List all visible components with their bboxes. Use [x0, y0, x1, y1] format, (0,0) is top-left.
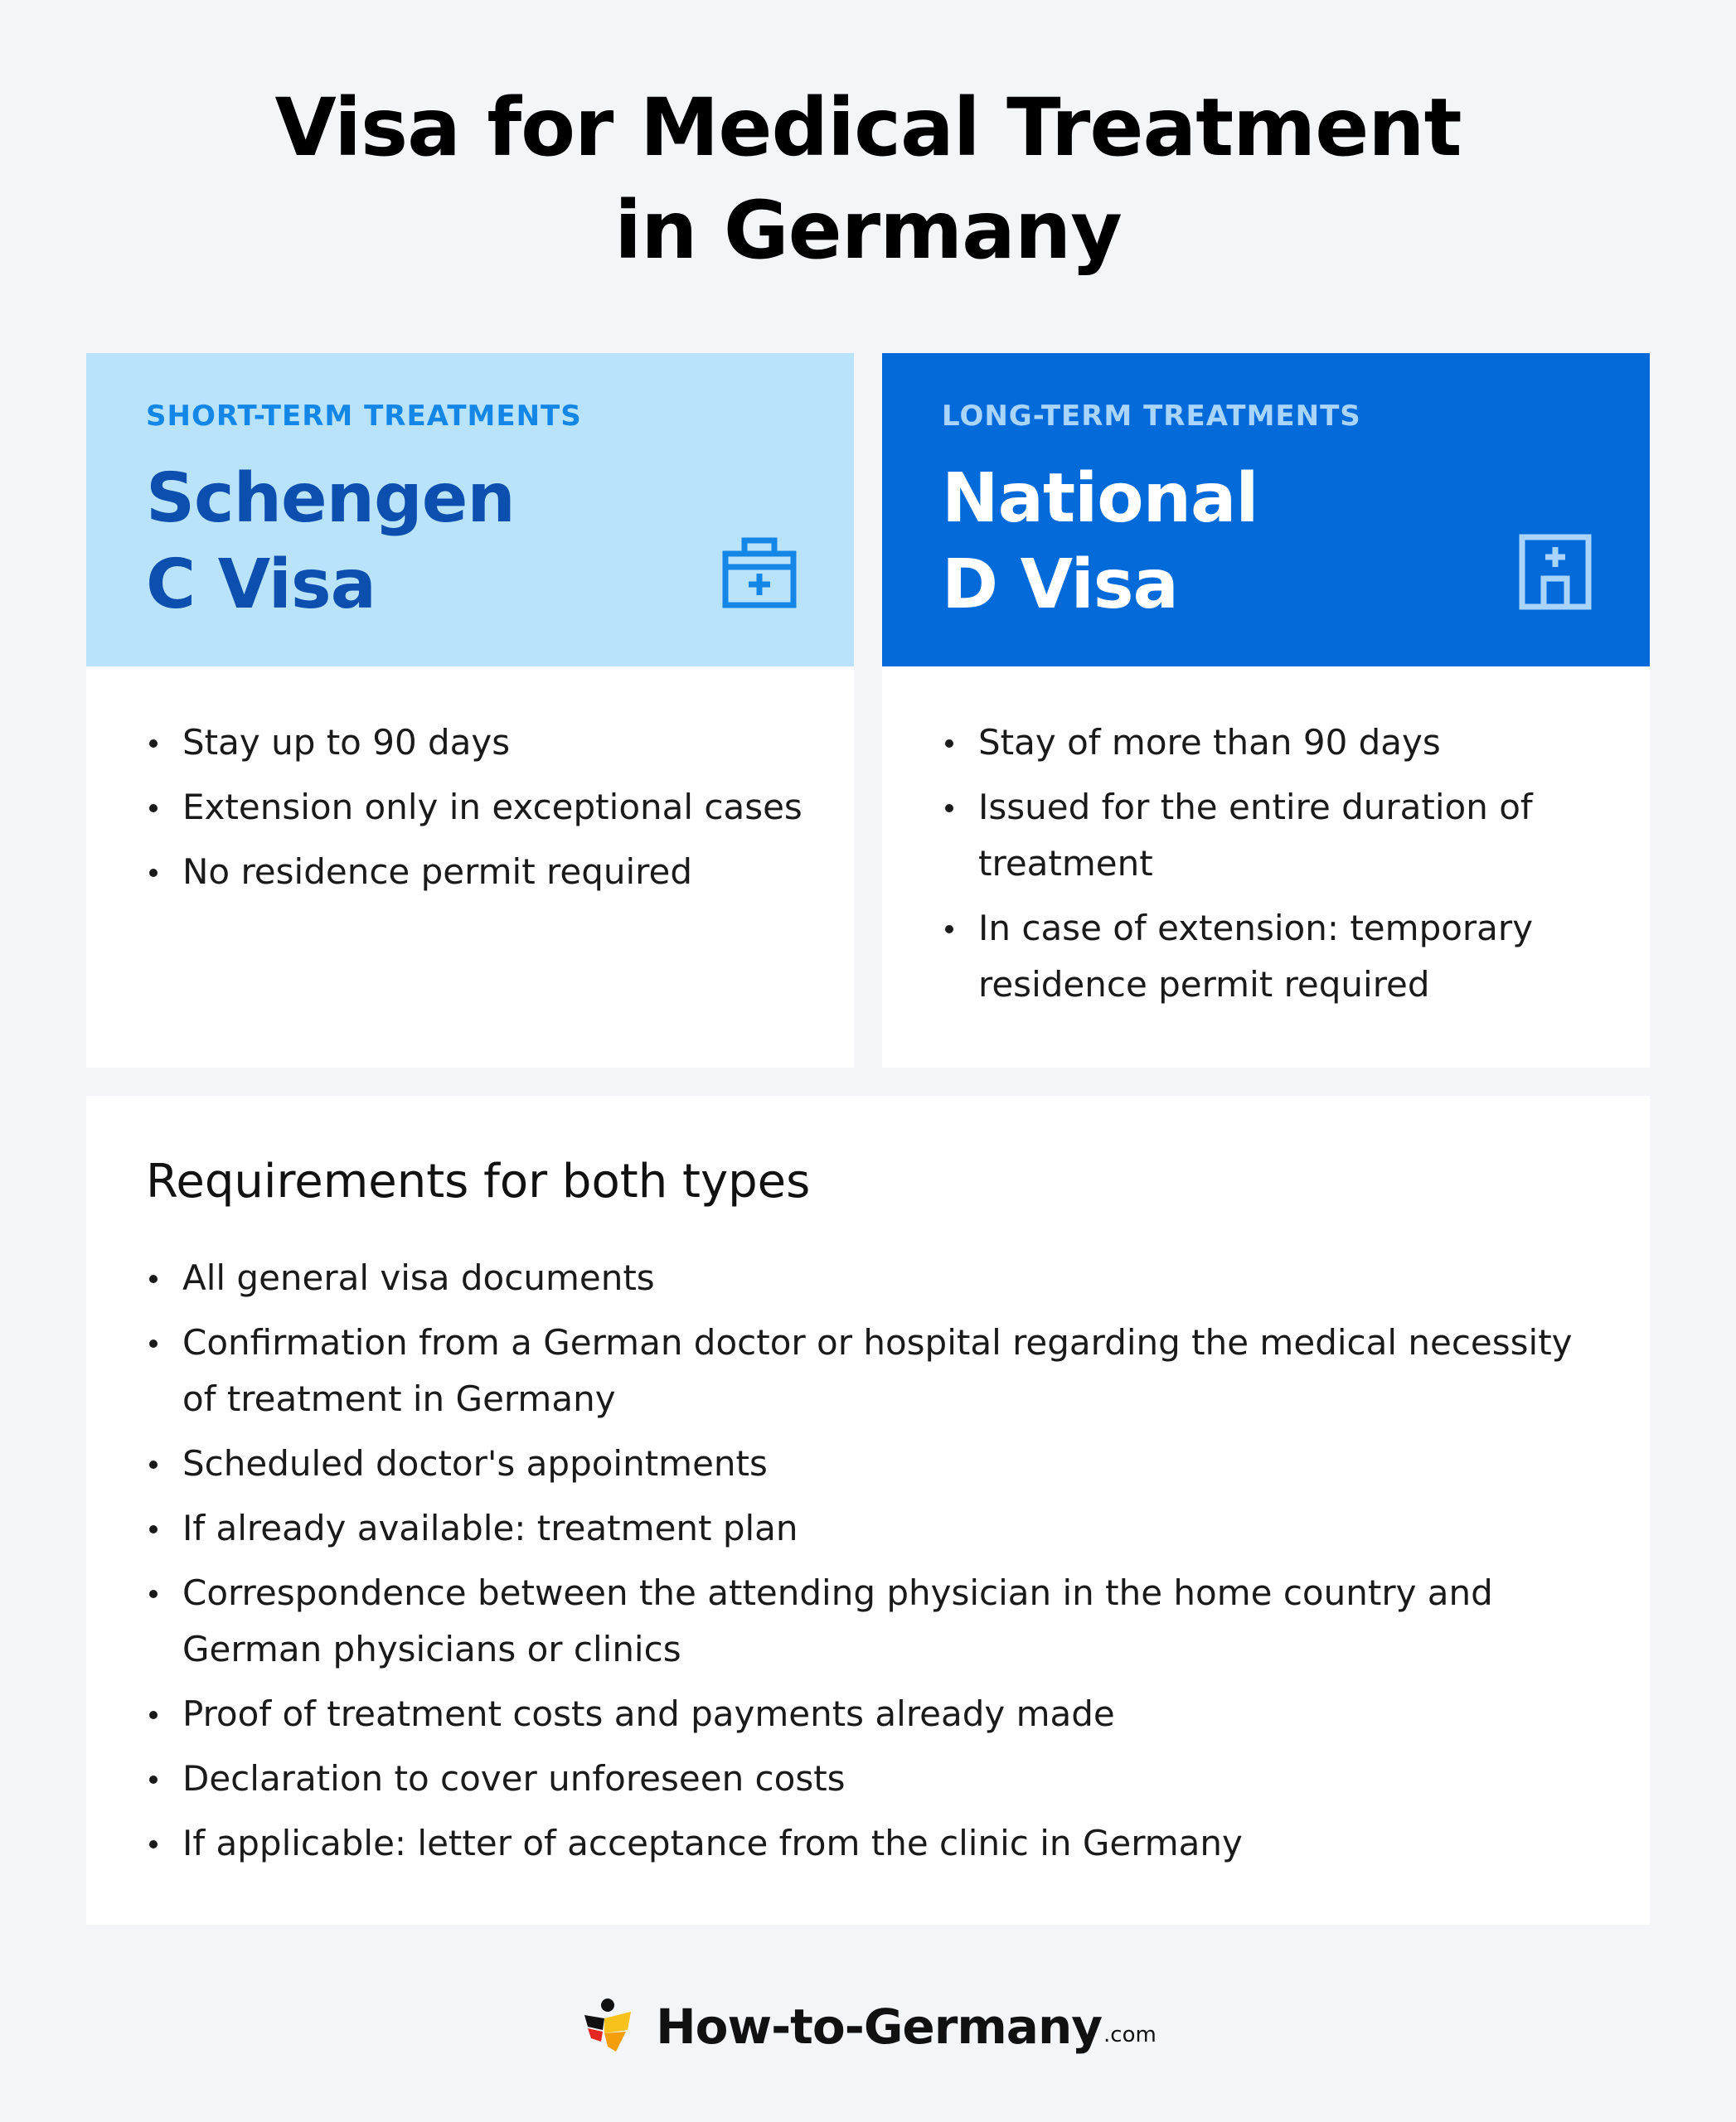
list-item: All general visa documents	[146, 1250, 1592, 1306]
list-item: Extension only in exceptional cases	[146, 779, 804, 836]
card-body	[86, 666, 854, 908]
list-item: If applicable: letter of acceptance from the clinic in Germany	[146, 1815, 1592, 1872]
visa-name-line-2: C Visa	[146, 545, 376, 624]
page-title	[0, 76, 1736, 282]
list-item: Stay up to 90 days	[146, 715, 804, 771]
page-title-line-2: in Germany	[614, 184, 1122, 277]
visa-name-line-1: Schengen	[146, 459, 515, 538]
requirements-list	[146, 1250, 1592, 1872]
list-item: Stay of more than 90 days	[942, 715, 1600, 771]
requirements-card	[86, 1096, 1650, 1925]
requirements-title: Requirements for both types	[146, 1155, 811, 1209]
first-aid-kit-icon	[721, 534, 798, 610]
list-item: In case of extension: temporary residence permit required	[942, 900, 1600, 1013]
list-item: Confirmation from a German doctor or hospital regarding the medical necessity of treatment in Germany	[146, 1315, 1592, 1427]
list-item: Declaration to cover unforeseen costs	[146, 1751, 1592, 1807]
visa-name-line-1: National	[942, 459, 1258, 538]
schengen-visa-card	[86, 353, 854, 1068]
card-eyebrow: SHORT-TERM TREATMENTS	[146, 400, 582, 433]
list-item: No residence permit required	[146, 844, 804, 900]
feature-list	[942, 715, 1600, 1013]
how-to-germany-logo-icon	[579, 1997, 639, 2057]
card-header	[882, 353, 1650, 666]
card-header	[86, 353, 854, 666]
list-item: Correspondence between the attending physician in the home country and German physicians or clinics	[146, 1565, 1592, 1678]
list-item: Issued for the entire duration of treatment	[942, 779, 1600, 892]
national-visa-card	[882, 353, 1650, 1068]
hospital-icon	[1517, 534, 1593, 610]
brand-name: How-to-Germany	[656, 1998, 1103, 2055]
list-item: Proof of treatment costs and payments already made	[146, 1686, 1592, 1742]
feature-list	[146, 715, 804, 900]
footer-logo[interactable]	[0, 1989, 1736, 2064]
brand-suffix: .com	[1103, 2023, 1157, 2047]
page-title-line-1: Visa for Medical Treatment	[274, 81, 1462, 174]
list-item: Scheduled doctor's appointments	[146, 1436, 1592, 1492]
card-body	[882, 666, 1650, 1021]
card-eyebrow: LONG-TERM TREATMENTS	[942, 400, 1361, 433]
visa-name-line-2: D Visa	[942, 545, 1178, 624]
list-item: If already available: treatment plan	[146, 1500, 1592, 1557]
